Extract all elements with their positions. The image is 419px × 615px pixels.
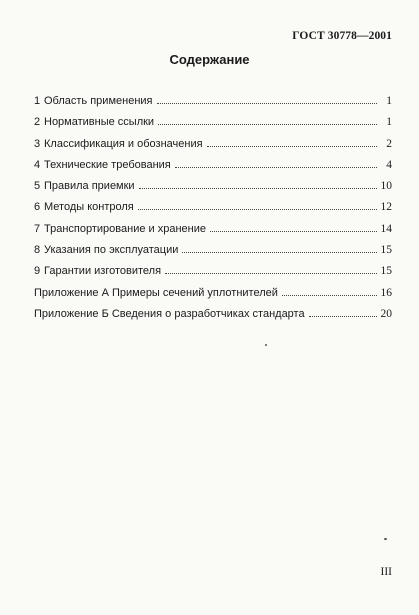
toc-entry[interactable]: [34, 244, 392, 265]
toc-entry-page: 1: [386, 116, 392, 129]
toc-appendix-page: 20: [380, 307, 392, 320]
toc-leader-dots: [182, 252, 377, 253]
scan-speck: [265, 344, 267, 346]
toc-entry-number: 4: [34, 158, 41, 171]
toc-entry[interactable]: [34, 159, 392, 180]
toc-entry-label: Нормативные ссылки: [44, 116, 155, 129]
toc-leader-dots: [175, 167, 377, 168]
toc-entry[interactable]: [34, 116, 392, 137]
toc-entry-page: 4: [386, 158, 392, 171]
toc-entry-number: 6: [34, 201, 41, 214]
toc-leader-dots: [210, 231, 377, 232]
toc-entry-page: 2: [386, 137, 392, 150]
toc-entry-label: Технические требования: [44, 158, 171, 171]
toc-leader-dots: [138, 209, 377, 210]
toc-entry-label: Транспортирование и хранение: [44, 222, 206, 235]
toc-title: Содержание: [169, 52, 250, 67]
toc-entry-page: 12: [380, 201, 392, 214]
page-number: III: [380, 566, 392, 578]
toc-entry-label: Правила приемки: [44, 180, 135, 193]
toc-leader-dots: [282, 295, 377, 296]
table-of-contents: [34, 95, 392, 329]
toc-entry-page: 15: [380, 244, 392, 257]
toc-entry[interactable]: [34, 201, 392, 222]
toc-entry-page: 10: [380, 180, 392, 193]
toc-entry-label: Указания по эксплуатации: [44, 244, 179, 257]
toc-leader-dots: [157, 103, 378, 104]
toc-entry-number: 2: [34, 116, 41, 129]
toc-entry[interactable]: [34, 265, 392, 286]
toc-entry-label: Гарантии изготовителя: [44, 265, 162, 278]
toc-entry[interactable]: [34, 223, 392, 244]
toc-entry-number: 9: [34, 265, 41, 278]
toc-leader-dots: [165, 273, 377, 274]
toc-entry-number: 8: [34, 244, 41, 257]
toc-leader-dots: [207, 146, 377, 147]
toc-leader-dots: [158, 124, 377, 125]
toc-appendix-entry[interactable]: [34, 308, 392, 329]
toc-leader-dots: [309, 316, 377, 317]
toc-entry-number: 7: [34, 222, 41, 235]
toc-appendix-entry[interactable]: [34, 287, 392, 308]
toc-entry-number: 1: [34, 95, 41, 107]
toc-entry-page: 1: [386, 95, 392, 107]
toc-entry[interactable]: [34, 180, 392, 201]
toc-leader-dots: [139, 188, 377, 189]
toc-entry-number: 5: [34, 180, 41, 193]
toc-entry-label: Классификация и обозначения: [44, 137, 203, 150]
toc-entry-label: Область применения: [44, 95, 153, 107]
scan-speck: [384, 538, 387, 540]
toc-appendix-label: Приложение Б Сведения о разработчиках стандарта: [34, 307, 305, 320]
toc-entry-label: Методы контроля: [44, 201, 134, 214]
toc-appendix-page: 16: [380, 286, 392, 299]
toc-appendix-label: Приложение А Примеры сечений уплотнителей: [34, 286, 278, 299]
toc-entry[interactable]: [34, 138, 392, 159]
toc-entry-page: 14: [380, 222, 392, 235]
toc-entry[interactable]: [34, 95, 392, 116]
document-code: ГОСТ 30778—2001: [292, 30, 392, 42]
toc-entry-number: 3: [34, 137, 41, 150]
toc-entry-page: 15: [380, 265, 392, 278]
